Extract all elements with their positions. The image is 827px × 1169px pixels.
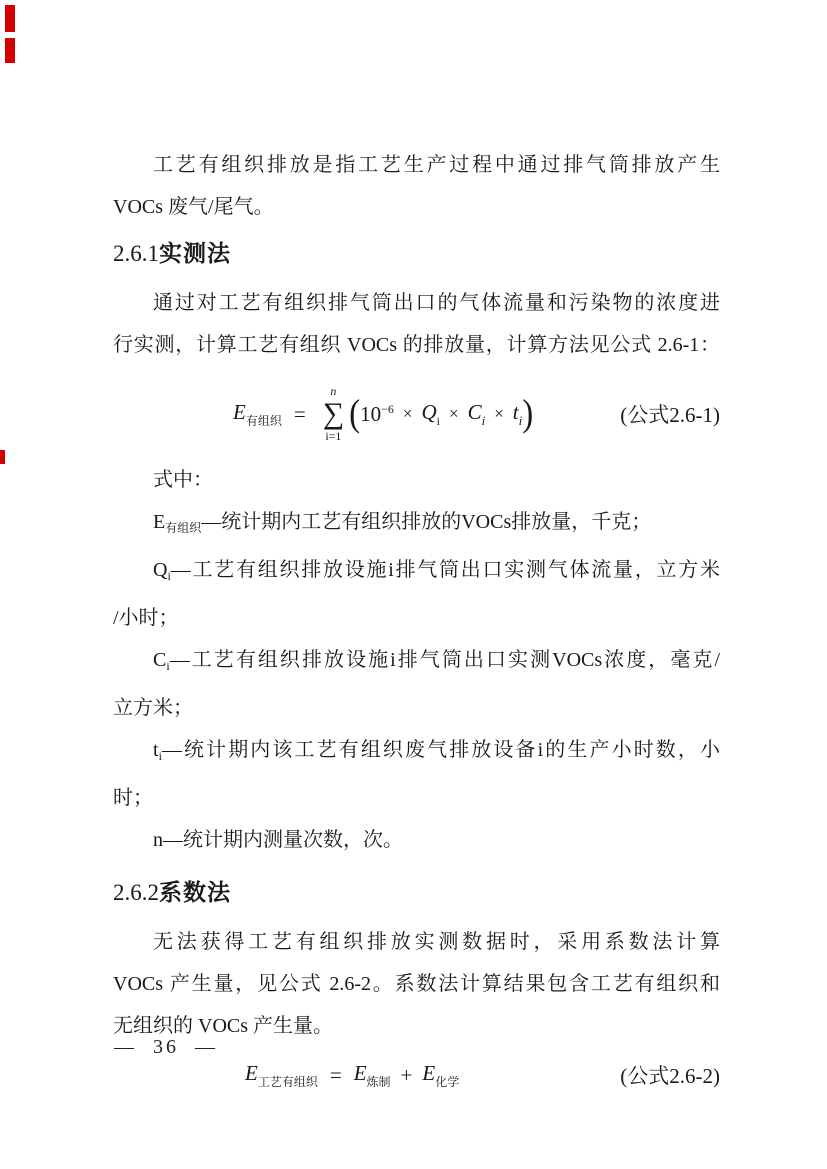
formula-label: (公式2.6-1)	[620, 403, 720, 427]
section-number: 2.6.2	[113, 880, 159, 905]
coefficient-method-paragraph	[113, 921, 720, 1047]
variable-q: $Q_i$	[421, 399, 440, 428]
definition-c	[113, 639, 720, 729]
definition-t	[113, 729, 720, 819]
formula-subscript: 化学	[435, 1074, 460, 1089]
formula-subscript: i	[518, 412, 523, 428]
definition-text: —工艺有组织排放设施i排气筒出口实测气体流量，立方米	[170, 559, 720, 581]
sigma-icon: ∑	[322, 397, 345, 430]
definition-text: —统计期内测量次数，次。	[163, 829, 403, 851]
formula-subscript: i	[436, 413, 440, 428]
term-chemical: $E_{化学}$	[422, 1060, 460, 1089]
definition-text: —统计期内该工艺有组织废气排放设备i的生产小时数，小	[161, 739, 720, 761]
equals-sign: =	[293, 401, 306, 426]
sum-lower-limit: i=1	[325, 429, 342, 443]
measurement-method-paragraph	[113, 282, 720, 366]
term-subscript: i	[167, 569, 171, 583]
definition-q	[113, 549, 720, 639]
formula-lhs: $E_{有组织}$	[233, 399, 282, 428]
text-line: VOCs 产生量，见公式 2.6-2。系数法计算结果包含工艺有组织和	[113, 973, 720, 995]
close-paren: )	[522, 393, 534, 435]
term-base: Q	[153, 559, 168, 581]
red-edge-mark	[0, 450, 5, 464]
summation-symbol	[323, 385, 344, 443]
formula-label: (公式2.6-2)	[620, 1064, 720, 1088]
coefficient: $10^{-6}$	[360, 401, 394, 426]
section-number: 2.6.1	[113, 241, 159, 266]
variable-c: $C_i$	[467, 399, 486, 428]
exponent: −6	[381, 401, 394, 416]
term-base: n	[153, 829, 163, 851]
definition-text: —统计期内工艺有组织排放的VOCs排放量，千克；	[201, 511, 652, 533]
term-refining: $E_{炼制}$	[353, 1060, 391, 1089]
text-line: 无组织的 VOCs 产生量。	[113, 1015, 334, 1037]
term-total: $E_{工艺有组织}$	[245, 1060, 318, 1089]
plus-sign: +	[400, 1062, 413, 1087]
term-base: C	[153, 649, 167, 671]
equals-sign: =	[329, 1062, 342, 1087]
formula-body	[233, 385, 533, 443]
definition-line: /小时；	[113, 607, 179, 629]
formula-body	[245, 1061, 459, 1090]
definition-text: —工艺有组织排放设施i排气筒出口实测VOCs浓度，毫克/	[169, 649, 720, 671]
section-heading-2-6-2	[113, 868, 720, 920]
section-heading-2-6-1	[113, 229, 720, 281]
where-label: 式中：	[153, 469, 213, 491]
definition-line	[113, 549, 720, 597]
multiply-sign: ×	[402, 404, 413, 423]
formula-subscript: 炼制	[366, 1074, 391, 1089]
red-edge-mark	[5, 5, 15, 32]
definition-e	[113, 501, 720, 549]
open-paren: (	[349, 393, 361, 435]
formula-subscript: i	[481, 412, 486, 428]
text-line: 无法获得工艺有组织排放实测数据时，采用系数法计算	[153, 931, 720, 953]
formula-subscript: 有组织	[245, 413, 282, 428]
variable-t: $t_i$	[512, 399, 523, 428]
text-line: 通过对工艺有组织排气筒出口的气体流量和污染物的浓度进	[153, 292, 720, 314]
definition-line	[113, 501, 720, 549]
definition-line	[113, 729, 720, 777]
term-base: t	[153, 739, 159, 761]
definition-line	[113, 639, 720, 687]
formula-subscript: 工艺有组织	[257, 1074, 318, 1089]
text-line: VOCs 废气/尾气。	[113, 196, 274, 218]
red-edge-mark	[5, 38, 15, 63]
definition-line: 时；	[113, 787, 153, 809]
sum-upper-limit: n	[330, 384, 337, 398]
multiply-sign: ×	[494, 404, 504, 423]
multiply-sign: ×	[448, 404, 459, 423]
definition-line	[113, 819, 720, 867]
term-subscript: i	[166, 659, 170, 673]
definition-n	[113, 819, 720, 867]
section-title: 系数法	[159, 879, 231, 905]
term-subscript: 有组织	[165, 521, 202, 535]
page-content	[113, 144, 720, 1099]
page-number: — 36 —	[114, 1036, 218, 1058]
formula-2-6-1	[113, 375, 720, 453]
definition-line: 立方米；	[113, 697, 193, 719]
text-line: 工艺有组织排放是指工艺生产过程中通过排气筒排放产生	[153, 154, 720, 176]
term-base: E	[153, 511, 166, 533]
term-subscript: i	[158, 749, 162, 763]
section-title: 实测法	[159, 240, 231, 266]
text-line: 行实测，计算工艺有组织 VOCs 的排放量，计算方法见公式 2.6-1：	[113, 334, 720, 356]
intro-paragraph	[113, 144, 720, 228]
